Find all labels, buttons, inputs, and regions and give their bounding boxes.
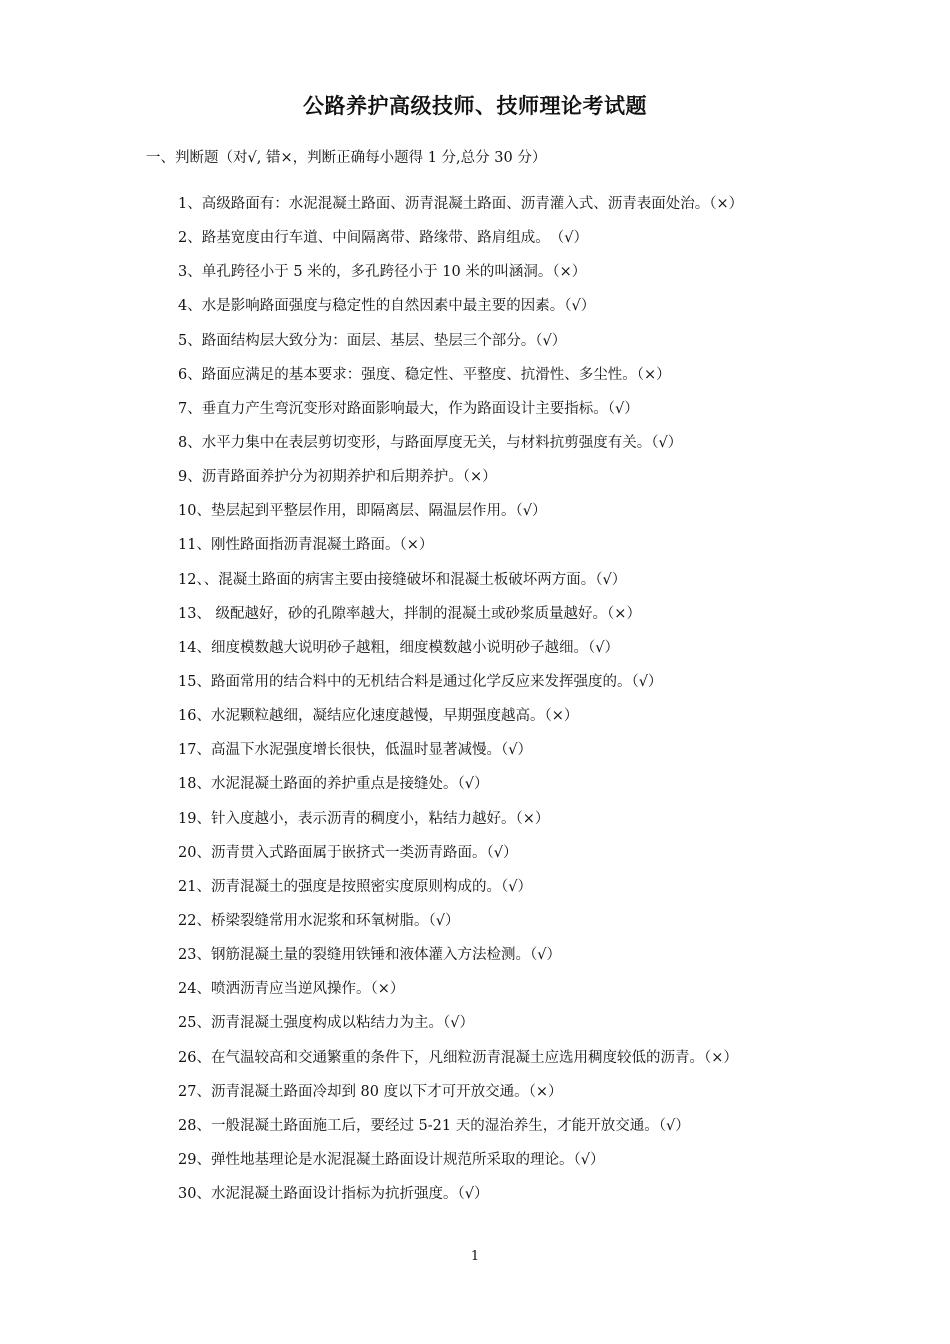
question-item: 6、路面应满足的基本要求：强度、稳定性、平整度、抗滑性、多尘性。（×） bbox=[178, 366, 671, 383]
question-item: 9、沥青路面养护分为初期养护和后期养护。（×） bbox=[178, 469, 497, 486]
question-item: 27、沥青混凝土路面冷却到 80 度以下才可开放交通。（×） bbox=[178, 1083, 563, 1100]
question-item: 7、垂直力产生弯沉变形对路面影响最大，作为路面设计主要指标。（√） bbox=[178, 400, 639, 417]
question-item: 11、刚性路面指沥青混凝土路面。（×） bbox=[178, 537, 434, 554]
page-number: 1 bbox=[470, 1249, 480, 1264]
question-item: 21、沥青混凝土的强度是按照密实度原则构成的。（√） bbox=[178, 878, 532, 895]
question-item: 8、水平力集中在表层剪切变形，与路面厚度无关，与材料抗剪强度有关。（√） bbox=[178, 434, 683, 451]
question-item: 1、高级路面有：水泥混凝土路面、沥青混凝土路面、沥青灌入式、沥青表面处治。（×） bbox=[178, 196, 744, 212]
question-item: 30、水泥混凝土路面设计指标为抗折强度。（√） bbox=[178, 1186, 489, 1203]
question-list bbox=[178, 191, 838, 1215]
question-item: 26、在气温较高和交通繁重的条件下，凡细粒沥青混凝土应选用稠度较低的沥青。（×） bbox=[178, 1049, 738, 1066]
document-title: 公路养护高级技师、技师理论考试题 bbox=[303, 94, 647, 118]
question-item: 29、弹性地基理论是水泥混凝土路面设计规范所采取的理论。（√） bbox=[178, 1151, 605, 1168]
question-item: 12、、混凝土路面的病害主要由接缝破坏和混凝土板破坏两方面。（√） bbox=[178, 571, 627, 588]
question-item: 16、水泥颗粒越细，凝结应化速度越慢，早期强度越高。（×） bbox=[178, 708, 579, 725]
question-item: 3、单孔跨径小于 5 米的，多孔跨径小于 10 米的叫涵洞。（×） bbox=[178, 264, 587, 281]
question-item: 18、水泥混凝土路面的养护重点是接缝处。（√） bbox=[178, 776, 489, 793]
question-item: 23、钢筋混凝土量的裂缝用铁锤和液体灌入方法检测。（√） bbox=[178, 947, 561, 964]
question-item: 13、 级配越好，砂的孔隙率越大，拌制的混凝土或砂浆质量越好。（×） bbox=[178, 605, 641, 622]
section-heading: 一、判断题（对√, 错×，判断正确每小题得 1 分,总分 30 分） bbox=[146, 150, 547, 166]
question-item: 5、路面结构层大致分为：面层、基层、垫层三个部分。（√） bbox=[178, 332, 567, 349]
question-item: 15、路面常用的结合料中的无机结合料是通过化学反应来发挥强度的。（√） bbox=[178, 673, 663, 690]
question-item: 19、针入度越小，表示沥青的稠度小，粘结力越好。（×） bbox=[178, 810, 550, 827]
question-item: 20、沥青贯入式路面属于嵌挤式一类沥青路面。（√） bbox=[178, 844, 518, 861]
question-item: 25、沥青混凝土强度构成以粘结力为主。（√） bbox=[178, 1015, 474, 1032]
question-item: 10、垫层起到平整层作用，即隔离层、隔温层作用。（√） bbox=[178, 503, 547, 520]
question-item: 14、细度模数越大说明砂子越粗，细度模数越小说明砂子越细。（√） bbox=[178, 639, 619, 656]
question-item: 4、水是影响路面强度与稳定性的自然因素中最主要的因素。（√） bbox=[178, 298, 596, 315]
question-item: 28、一般混凝土路面施工后，要经过 5-21 天的湿治养生，才能开放交通。（√） bbox=[178, 1117, 690, 1134]
question-item: 24、喷洒沥青应当逆风操作。（×） bbox=[178, 981, 405, 998]
question-item: 17、高温下水泥强度增长很快，低温时显著减慢。（√） bbox=[178, 742, 532, 759]
question-item: 22、桥梁裂缝常用水泥浆和环氧树脂。（√） bbox=[178, 912, 460, 929]
question-item: 2、路基宽度由行车道、中间隔离带、路缘带、路肩组成。 （√） bbox=[178, 230, 588, 247]
